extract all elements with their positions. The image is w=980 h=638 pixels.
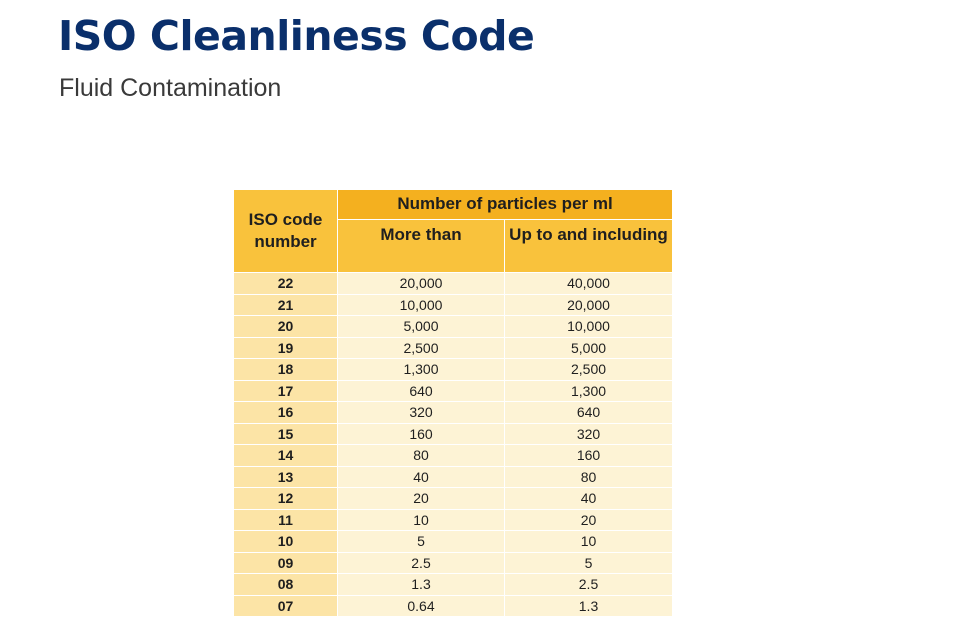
more-than-cell: 2.5 [338,552,505,574]
header-iso-code-number: ISO code number [234,190,338,273]
table-row [234,574,673,596]
table-row [234,531,673,553]
iso-code-cell: 11 [234,509,338,531]
table-row [234,552,673,574]
more-than-cell: 10,000 [338,294,505,316]
up-to-cell: 20 [505,509,673,531]
up-to-cell: 2,500 [505,359,673,381]
table-row [234,402,673,424]
iso-code-cell: 21 [234,294,338,316]
table-header [234,190,673,273]
more-than-cell: 320 [338,402,505,424]
iso-code-cell: 17 [234,380,338,402]
iso-code-cell: 20 [234,316,338,338]
more-than-cell: 1,300 [338,359,505,381]
more-than-cell: 40 [338,466,505,488]
iso-code-cell: 19 [234,337,338,359]
table-row [234,359,673,381]
header-up-to-and-including: Up to and including [505,220,673,273]
iso-code-cell: 08 [234,574,338,596]
table-row [234,337,673,359]
iso-code-cell: 09 [234,552,338,574]
more-than-cell: 5 [338,531,505,553]
more-than-cell: 0.64 [338,595,505,617]
up-to-cell: 10,000 [505,316,673,338]
iso-code-cell: 16 [234,402,338,424]
iso-code-cell: 18 [234,359,338,381]
table-row [234,509,673,531]
table-row [234,380,673,402]
header-particles-per-ml: Number of particles per ml [338,190,673,220]
more-than-cell: 80 [338,445,505,467]
more-than-cell: 20,000 [338,273,505,295]
up-to-cell: 2.5 [505,574,673,596]
iso-code-cell: 15 [234,423,338,445]
table-row [234,273,673,295]
up-to-cell: 160 [505,445,673,467]
iso-code-cell: 07 [234,595,338,617]
table-row [234,595,673,617]
up-to-cell: 320 [505,423,673,445]
iso-code-cell: 13 [234,466,338,488]
table-row [234,423,673,445]
up-to-cell: 40 [505,488,673,510]
table-row [234,466,673,488]
up-to-cell: 5,000 [505,337,673,359]
iso-code-cell: 10 [234,531,338,553]
more-than-cell: 2,500 [338,337,505,359]
more-than-cell: 1.3 [338,574,505,596]
up-to-cell: 5 [505,552,673,574]
more-than-cell: 640 [338,380,505,402]
header-more-than: More than [338,220,505,273]
table-row [234,488,673,510]
table-row [234,445,673,467]
up-to-cell: 40,000 [505,273,673,295]
header-row-top [234,190,673,220]
up-to-cell: 1,300 [505,380,673,402]
iso-code-cell: 14 [234,445,338,467]
more-than-cell: 160 [338,423,505,445]
more-than-cell: 10 [338,509,505,531]
table-body [234,273,673,617]
more-than-cell: 5,000 [338,316,505,338]
page-title: ISO Cleanliness Code [58,12,535,60]
iso-code-cell: 22 [234,273,338,295]
table-row [234,316,673,338]
up-to-cell: 1.3 [505,595,673,617]
iso-code-cell: 12 [234,488,338,510]
more-than-cell: 20 [338,488,505,510]
page-subtitle: Fluid Contamination [59,74,282,102]
iso-cleanliness-table [233,189,673,617]
up-to-cell: 20,000 [505,294,673,316]
up-to-cell: 80 [505,466,673,488]
up-to-cell: 10 [505,531,673,553]
up-to-cell: 640 [505,402,673,424]
table-row [234,294,673,316]
